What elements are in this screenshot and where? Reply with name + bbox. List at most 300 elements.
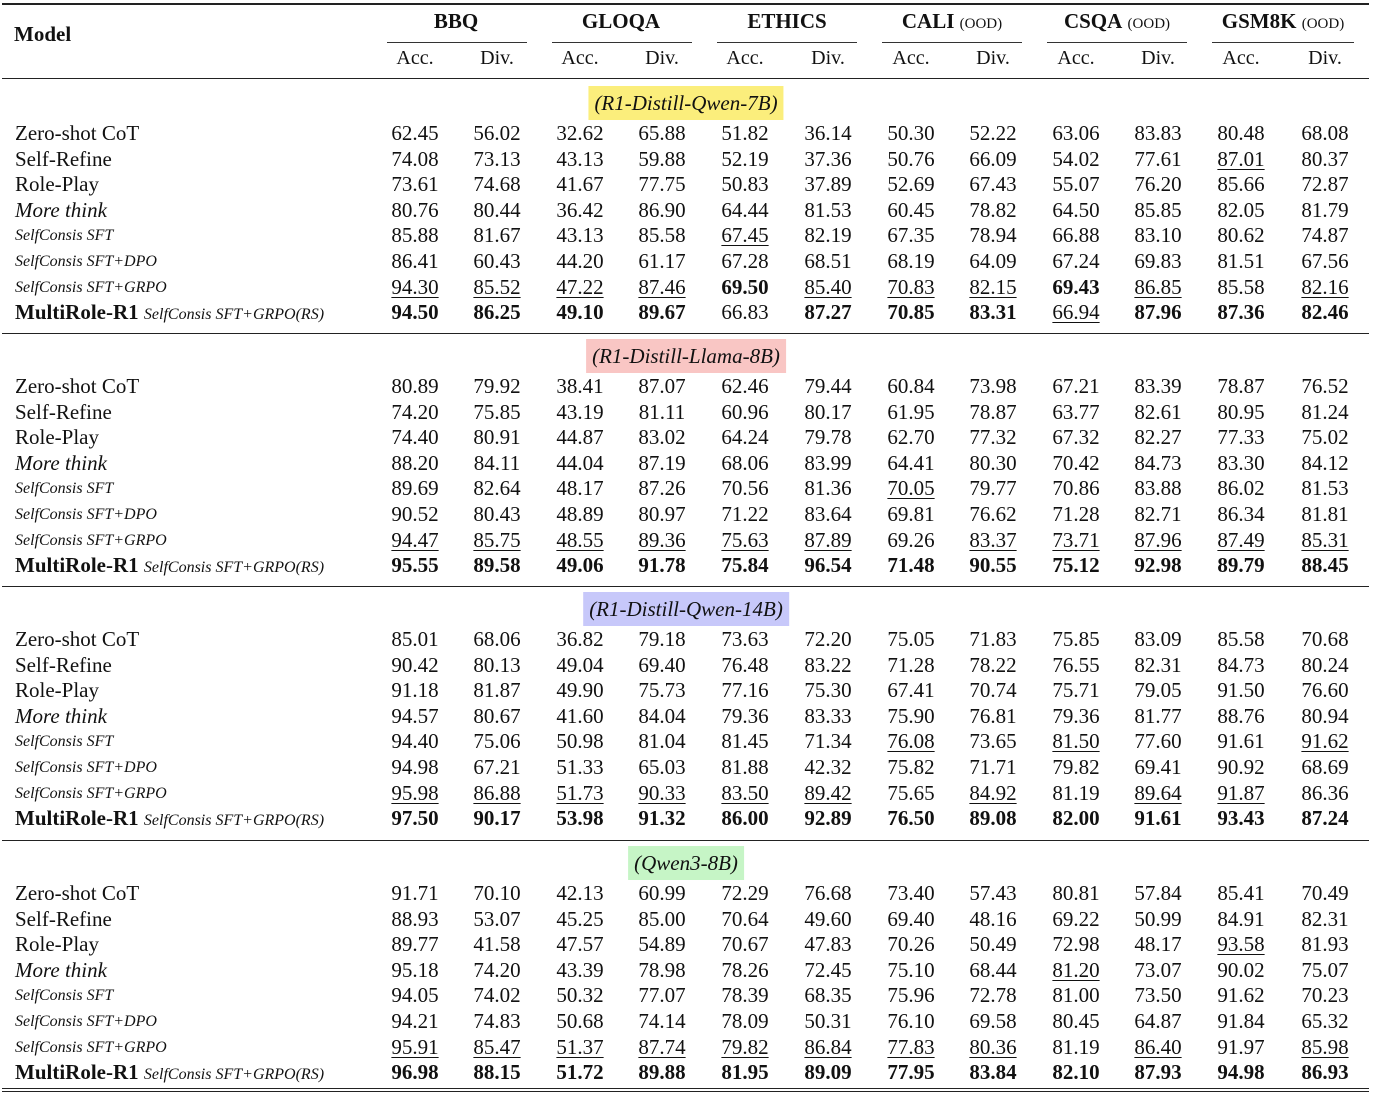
div-gloqa-cell bbox=[622, 553, 702, 578]
cell-value: 60.96 bbox=[721, 399, 769, 424]
method-name bbox=[15, 502, 157, 527]
cell-value: 47.57 bbox=[556, 932, 604, 957]
method-label: More think bbox=[15, 957, 107, 982]
table-row bbox=[0, 704, 1373, 729]
div-csqa-cell bbox=[1118, 172, 1198, 197]
table-row bbox=[0, 678, 1373, 703]
acc-gloqa-cell bbox=[540, 653, 620, 678]
cell-value: 81.45 bbox=[721, 729, 769, 754]
acc-ethics-cell bbox=[705, 907, 785, 932]
div-bbq-cell bbox=[457, 729, 537, 754]
div-csqa-cell bbox=[1118, 958, 1198, 983]
div-csqa-cell bbox=[1118, 704, 1198, 729]
div-csqa-cell bbox=[1118, 528, 1198, 553]
cell-value: 78.09 bbox=[721, 1009, 769, 1033]
cell-value: 69.43 bbox=[1052, 274, 1100, 299]
cell-value: 80.17 bbox=[804, 399, 852, 424]
acc-cali-cell bbox=[871, 476, 951, 501]
cell-value: 69.58 bbox=[969, 1009, 1017, 1033]
cell-value: 67.56 bbox=[1301, 249, 1349, 273]
cell-value: 86.90 bbox=[638, 197, 686, 222]
cell-value: 70.26 bbox=[887, 932, 935, 957]
cell-value: 76.20 bbox=[1134, 172, 1182, 197]
div-gloqa-cell bbox=[622, 1035, 702, 1060]
cell-value: 67.32 bbox=[1052, 425, 1100, 450]
acc-csqa-cell bbox=[1036, 1035, 1116, 1060]
acc-ethics-cell bbox=[705, 729, 785, 754]
div-gloqa-cell bbox=[622, 198, 702, 223]
cell-value: 87.96 bbox=[1134, 527, 1182, 552]
cell-value: 84.11 bbox=[473, 450, 521, 475]
cell-value: 48.89 bbox=[556, 502, 604, 526]
cell-value: 81.36 bbox=[804, 476, 852, 501]
acc-csqa-cell bbox=[1036, 223, 1116, 248]
acc-ethics-cell bbox=[705, 528, 785, 553]
cell-value: 67.45 bbox=[721, 223, 769, 248]
cell-value: 94.40 bbox=[391, 729, 439, 754]
method-name bbox=[15, 755, 157, 780]
cell-value: 74.20 bbox=[391, 399, 439, 424]
acc-gsm8k-cell bbox=[1201, 729, 1281, 754]
acc-bbq-cell bbox=[375, 781, 455, 806]
method-variant: SelfConsis SFT+GRPO(RS) bbox=[143, 559, 325, 577]
group-header-name: CALI bbox=[901, 9, 955, 33]
acc-ethics-cell bbox=[705, 1035, 785, 1060]
div-csqa-cell bbox=[1118, 781, 1198, 806]
method-label: SelfConsis SFT+GRPO bbox=[15, 1038, 167, 1056]
cell-value: 75.96 bbox=[887, 983, 935, 1008]
acc-csqa-cell bbox=[1036, 932, 1116, 957]
cell-value: 86.36 bbox=[1301, 780, 1349, 805]
cell-value: 80.67 bbox=[473, 703, 521, 728]
cell-value: 84.12 bbox=[1301, 450, 1349, 475]
div-cali-cell bbox=[953, 451, 1033, 476]
acc-gsm8k-cell bbox=[1201, 172, 1281, 197]
cell-value: 86.34 bbox=[1217, 502, 1265, 526]
acc-bbq-cell bbox=[375, 932, 455, 957]
method-name bbox=[15, 374, 139, 399]
acc-csqa-cell bbox=[1036, 425, 1116, 450]
cell-value: 92.89 bbox=[804, 806, 852, 831]
cell-value: 69.22 bbox=[1052, 906, 1100, 931]
cell-value: 57.43 bbox=[969, 881, 1017, 905]
acc-bbq-cell bbox=[375, 958, 455, 983]
cell-value: 81.67 bbox=[473, 223, 521, 248]
div-gloqa-cell bbox=[622, 249, 702, 274]
cell-value: 81.53 bbox=[1301, 476, 1349, 501]
cell-value: 96.98 bbox=[391, 1060, 439, 1085]
table-row bbox=[0, 1060, 1373, 1085]
acc-csqa-cell bbox=[1036, 275, 1116, 300]
cell-value: 50.99 bbox=[1134, 906, 1182, 931]
method-variant: SelfConsis SFT+GRPO(RS) bbox=[143, 812, 325, 830]
cell-value: 49.60 bbox=[804, 906, 852, 931]
cell-value: 78.87 bbox=[969, 399, 1017, 424]
acc-gsm8k-cell bbox=[1201, 275, 1281, 300]
cell-value: 73.71 bbox=[1052, 527, 1100, 552]
acc-bbq-cell bbox=[375, 275, 455, 300]
cell-value: 91.18 bbox=[391, 678, 439, 703]
div-cali-cell bbox=[953, 1009, 1033, 1034]
acc-cali-cell bbox=[871, 881, 951, 906]
cell-value: 83.99 bbox=[804, 450, 852, 475]
cell-value: 88.76 bbox=[1217, 703, 1265, 728]
div-cali-cell bbox=[953, 528, 1033, 553]
cell-value: 49.06 bbox=[556, 553, 604, 578]
cell-value: 66.83 bbox=[721, 300, 769, 325]
acc-bbq-cell bbox=[375, 223, 455, 248]
div-ethics-cell bbox=[788, 907, 868, 932]
div-gsm8k-cell bbox=[1285, 451, 1365, 476]
cell-value: 92.98 bbox=[1134, 553, 1182, 578]
acc-csqa-cell bbox=[1036, 172, 1116, 197]
acc-bbq-cell bbox=[375, 502, 455, 527]
acc-gsm8k-cell bbox=[1201, 300, 1281, 325]
method-name bbox=[15, 553, 324, 580]
acc-csqa-cell bbox=[1036, 300, 1116, 325]
diversity-column-header: Div. bbox=[1308, 47, 1342, 69]
accuracy-column-header: Acc. bbox=[1057, 47, 1095, 69]
cell-value: 41.67 bbox=[556, 172, 604, 197]
acc-ethics-cell bbox=[705, 806, 785, 831]
div-cali-cell bbox=[953, 678, 1033, 703]
method-label: SelfConsis SFT+GRPO bbox=[15, 784, 167, 802]
cell-value: 60.43 bbox=[473, 249, 521, 273]
cell-value: 71.71 bbox=[969, 755, 1017, 779]
cell-value: 67.28 bbox=[721, 249, 769, 273]
cell-value: 75.63 bbox=[721, 527, 769, 552]
cell-value: 50.31 bbox=[804, 1009, 852, 1033]
cell-value: 67.21 bbox=[1052, 374, 1100, 398]
cell-value: 51.37 bbox=[556, 1034, 604, 1059]
method-variant: SelfConsis SFT+GRPO(RS) bbox=[143, 306, 325, 324]
method-label: SelfConsis SFT bbox=[15, 733, 114, 751]
div-gsm8k-cell bbox=[1285, 172, 1365, 197]
top-rule bbox=[2, 3, 1369, 5]
cell-value: 42.13 bbox=[556, 881, 604, 905]
cell-value: 89.67 bbox=[638, 300, 686, 325]
cell-value: 52.19 bbox=[721, 146, 769, 171]
acc-gloqa-cell bbox=[540, 374, 620, 399]
cell-value: 82.61 bbox=[1134, 399, 1182, 424]
div-csqa-cell bbox=[1118, 121, 1198, 146]
cell-value: 85.31 bbox=[1301, 527, 1349, 552]
cell-value: 69.40 bbox=[887, 906, 935, 931]
cell-value: 81.87 bbox=[473, 678, 521, 703]
method-label: SelfConsis SFT bbox=[15, 227, 114, 245]
div-gloqa-cell bbox=[622, 958, 702, 983]
div-gloqa-cell bbox=[622, 932, 702, 957]
acc-gsm8k-cell bbox=[1201, 1035, 1281, 1060]
cell-value: 79.82 bbox=[1052, 755, 1100, 779]
div-ethics-cell bbox=[788, 627, 868, 652]
method-name bbox=[15, 275, 167, 300]
acc-csqa-cell bbox=[1036, 1060, 1116, 1085]
acc-bbq-cell bbox=[375, 907, 455, 932]
cell-value: 83.50 bbox=[721, 780, 769, 805]
table-row bbox=[0, 1035, 1373, 1060]
cell-value: 44.87 bbox=[556, 425, 604, 450]
div-csqa-cell bbox=[1118, 907, 1198, 932]
div-gsm8k-cell bbox=[1285, 653, 1365, 678]
div-ethics-cell bbox=[788, 983, 868, 1008]
diversity-column-header: Div. bbox=[645, 47, 679, 69]
cell-value: 81.51 bbox=[1217, 249, 1265, 273]
div-ethics-cell bbox=[788, 553, 868, 578]
div-gloqa-cell bbox=[622, 275, 702, 300]
acc-bbq-cell bbox=[375, 729, 455, 754]
method-label: More think bbox=[15, 197, 107, 222]
cell-value: 64.09 bbox=[969, 249, 1017, 273]
cell-value: 86.41 bbox=[391, 249, 439, 273]
cell-value: 74.20 bbox=[473, 957, 521, 982]
cell-value: 87.07 bbox=[638, 374, 686, 398]
acc-bbq-cell bbox=[375, 198, 455, 223]
div-bbq-cell bbox=[457, 781, 537, 806]
cell-value: 89.64 bbox=[1134, 780, 1182, 805]
group-underline bbox=[552, 42, 692, 43]
div-ethics-cell bbox=[788, 806, 868, 831]
diversity-column-header: Div. bbox=[976, 47, 1010, 69]
div-cali-cell bbox=[953, 198, 1033, 223]
div-ethics-cell bbox=[788, 781, 868, 806]
div-gloqa-cell bbox=[622, 121, 702, 146]
cell-value: 75.12 bbox=[1052, 553, 1100, 578]
cell-value: 75.10 bbox=[887, 957, 935, 982]
table-row bbox=[0, 198, 1373, 223]
div-csqa-cell bbox=[1118, 1035, 1198, 1060]
acc-csqa-cell bbox=[1036, 400, 1116, 425]
cell-value: 82.19 bbox=[804, 223, 852, 248]
table-row bbox=[0, 627, 1373, 652]
cell-value: 87.19 bbox=[638, 450, 686, 475]
div-cali-cell bbox=[953, 1060, 1033, 1085]
cell-value: 60.99 bbox=[638, 881, 686, 905]
acc-csqa-cell bbox=[1036, 121, 1116, 146]
acc-ethics-cell bbox=[705, 121, 785, 146]
cell-value: 71.22 bbox=[721, 502, 769, 526]
method-name bbox=[15, 653, 112, 678]
cell-value: 73.61 bbox=[391, 172, 439, 197]
acc-bbq-cell bbox=[375, 881, 455, 906]
cell-value: 79.77 bbox=[969, 476, 1017, 501]
cell-value: 68.06 bbox=[473, 627, 521, 651]
cell-value: 70.64 bbox=[721, 906, 769, 931]
div-ethics-cell bbox=[788, 121, 868, 146]
acc-gsm8k-cell bbox=[1201, 1060, 1281, 1085]
acc-csqa-cell bbox=[1036, 781, 1116, 806]
cell-value: 76.52 bbox=[1301, 374, 1349, 398]
cell-value: 79.44 bbox=[804, 374, 852, 398]
acc-bbq-cell bbox=[375, 755, 455, 780]
cell-value: 83.02 bbox=[638, 425, 686, 450]
div-gsm8k-cell bbox=[1285, 932, 1365, 957]
cell-value: 68.44 bbox=[969, 957, 1017, 982]
cell-value: 36.82 bbox=[556, 627, 604, 651]
acc-gsm8k-cell bbox=[1201, 476, 1281, 501]
method-label: More think bbox=[15, 703, 107, 728]
accuracy-column-header: Acc. bbox=[561, 47, 599, 69]
cell-value: 62.45 bbox=[391, 121, 439, 145]
group-header-name: BBQ bbox=[433, 9, 479, 33]
acc-csqa-cell bbox=[1036, 553, 1116, 578]
acc-gsm8k-cell bbox=[1201, 425, 1281, 450]
method-label: SelfConsis SFT+DPO bbox=[15, 506, 157, 523]
cell-value: 73.13 bbox=[473, 146, 521, 171]
acc-gloqa-cell bbox=[540, 300, 620, 325]
acc-csqa-cell bbox=[1036, 476, 1116, 501]
cell-value: 50.68 bbox=[556, 1009, 604, 1033]
cell-value: 91.62 bbox=[1301, 729, 1349, 754]
cell-value: 91.78 bbox=[638, 553, 686, 578]
cell-value: 94.21 bbox=[391, 1009, 439, 1033]
table-row bbox=[0, 907, 1373, 932]
div-gsm8k-cell bbox=[1285, 528, 1365, 553]
cell-value: 66.88 bbox=[1052, 223, 1100, 248]
cell-value: 86.88 bbox=[473, 780, 521, 805]
cell-value: 81.04 bbox=[638, 729, 686, 754]
div-bbq-cell bbox=[457, 425, 537, 450]
div-csqa-cell bbox=[1118, 553, 1198, 578]
div-gloqa-cell bbox=[622, 781, 702, 806]
div-gloqa-cell bbox=[622, 374, 702, 399]
div-csqa-cell bbox=[1118, 627, 1198, 652]
cell-value: 77.83 bbox=[887, 1034, 935, 1059]
cell-value: 50.76 bbox=[887, 146, 935, 171]
cell-value: 80.37 bbox=[1301, 146, 1349, 171]
cell-value: 95.91 bbox=[391, 1034, 439, 1059]
cell-value: 87.74 bbox=[638, 1034, 686, 1059]
diversity-column-header: Div. bbox=[480, 47, 514, 69]
acc-cali-cell bbox=[871, 907, 951, 932]
div-ethics-cell bbox=[788, 476, 868, 501]
cell-value: 45.25 bbox=[556, 906, 604, 931]
cell-value: 82.71 bbox=[1134, 502, 1182, 526]
method-name bbox=[15, 1009, 157, 1034]
cell-value: 82.05 bbox=[1217, 197, 1265, 222]
div-csqa-cell bbox=[1118, 1060, 1198, 1085]
div-ethics-cell bbox=[788, 1060, 868, 1085]
div-bbq-cell bbox=[457, 249, 537, 274]
cell-value: 81.19 bbox=[1052, 1034, 1100, 1059]
group-header-name: CSQA bbox=[1063, 9, 1123, 33]
cell-value: 80.30 bbox=[969, 450, 1017, 475]
acc-gloqa-cell bbox=[540, 907, 620, 932]
acc-gsm8k-cell bbox=[1201, 755, 1281, 780]
table-row bbox=[0, 755, 1373, 780]
acc-ethics-cell bbox=[705, 451, 785, 476]
cell-value: 82.27 bbox=[1134, 425, 1182, 450]
cell-value: 91.84 bbox=[1217, 1009, 1265, 1033]
acc-cali-cell bbox=[871, 223, 951, 248]
cell-value: 78.98 bbox=[638, 957, 686, 982]
cell-value: 89.69 bbox=[391, 476, 439, 501]
method-name bbox=[15, 806, 324, 833]
div-bbq-cell bbox=[457, 172, 537, 197]
method-label: MultiRole-R1 bbox=[15, 1060, 139, 1085]
acc-cali-cell bbox=[871, 627, 951, 652]
cell-value: 77.61 bbox=[1134, 146, 1182, 171]
cell-value: 74.40 bbox=[391, 425, 439, 450]
cell-value: 50.30 bbox=[887, 121, 935, 145]
cell-value: 42.32 bbox=[804, 755, 852, 779]
cell-value: 83.22 bbox=[804, 652, 852, 677]
cell-value: 38.41 bbox=[556, 374, 604, 398]
cell-value: 87.89 bbox=[804, 527, 852, 552]
cell-value: 86.25 bbox=[473, 300, 521, 325]
acc-cali-cell bbox=[871, 1009, 951, 1034]
div-cali-cell bbox=[953, 223, 1033, 248]
div-ethics-cell bbox=[788, 425, 868, 450]
acc-cali-cell bbox=[871, 553, 951, 578]
div-bbq-cell bbox=[457, 958, 537, 983]
cell-value: 81.93 bbox=[1301, 932, 1349, 957]
cell-value: 72.45 bbox=[804, 957, 852, 982]
cell-value: 83.33 bbox=[804, 703, 852, 728]
cell-value: 44.04 bbox=[556, 450, 604, 475]
cell-value: 69.83 bbox=[1134, 249, 1182, 273]
cell-value: 80.48 bbox=[1217, 121, 1265, 145]
base-model-label: (R1-Distill-Qwen-14B) bbox=[583, 592, 789, 626]
div-bbq-cell bbox=[457, 806, 537, 831]
method-label: MultiRole-R1 bbox=[15, 553, 139, 578]
table-row bbox=[0, 502, 1373, 527]
acc-cali-cell bbox=[871, 781, 951, 806]
div-cali-cell bbox=[953, 881, 1033, 906]
header-rule bbox=[2, 78, 1369, 79]
cell-value: 75.05 bbox=[887, 627, 935, 651]
div-gsm8k-cell bbox=[1285, 907, 1365, 932]
div-gsm8k-cell bbox=[1285, 704, 1365, 729]
div-ethics-cell bbox=[788, 1009, 868, 1034]
group-underline bbox=[717, 42, 857, 43]
acc-bbq-cell bbox=[375, 528, 455, 553]
div-cali-cell bbox=[953, 374, 1033, 399]
method-label: Self-Refine bbox=[15, 146, 112, 171]
cell-value: 69.50 bbox=[721, 274, 769, 299]
acc-gloqa-cell bbox=[540, 451, 620, 476]
acc-gloqa-cell bbox=[540, 627, 620, 652]
div-csqa-cell bbox=[1118, 374, 1198, 399]
cell-value: 88.45 bbox=[1301, 553, 1349, 578]
cell-value: 81.00 bbox=[1052, 983, 1100, 1008]
acc-ethics-cell bbox=[705, 781, 785, 806]
cell-value: 87.26 bbox=[638, 476, 686, 501]
acc-bbq-cell bbox=[375, 172, 455, 197]
div-cali-cell bbox=[953, 400, 1033, 425]
acc-gloqa-cell bbox=[540, 476, 620, 501]
cell-value: 93.43 bbox=[1217, 806, 1265, 831]
div-ethics-cell bbox=[788, 1035, 868, 1060]
acc-bbq-cell bbox=[375, 147, 455, 172]
acc-ethics-cell bbox=[705, 400, 785, 425]
div-gsm8k-cell bbox=[1285, 121, 1365, 146]
cell-value: 94.05 bbox=[391, 983, 439, 1008]
cell-value: 83.88 bbox=[1134, 476, 1182, 501]
div-ethics-cell bbox=[788, 932, 868, 957]
cell-value: 86.40 bbox=[1134, 1034, 1182, 1059]
acc-bbq-cell bbox=[375, 400, 455, 425]
cell-value: 83.84 bbox=[969, 1060, 1017, 1085]
div-cali-cell bbox=[953, 425, 1033, 450]
acc-cali-cell bbox=[871, 249, 951, 274]
cell-value: 78.87 bbox=[1217, 374, 1265, 398]
method-name bbox=[15, 476, 113, 501]
cell-value: 71.48 bbox=[887, 553, 935, 578]
cell-value: 47.83 bbox=[804, 932, 852, 957]
acc-gloqa-cell bbox=[540, 932, 620, 957]
div-gloqa-cell bbox=[622, 806, 702, 831]
